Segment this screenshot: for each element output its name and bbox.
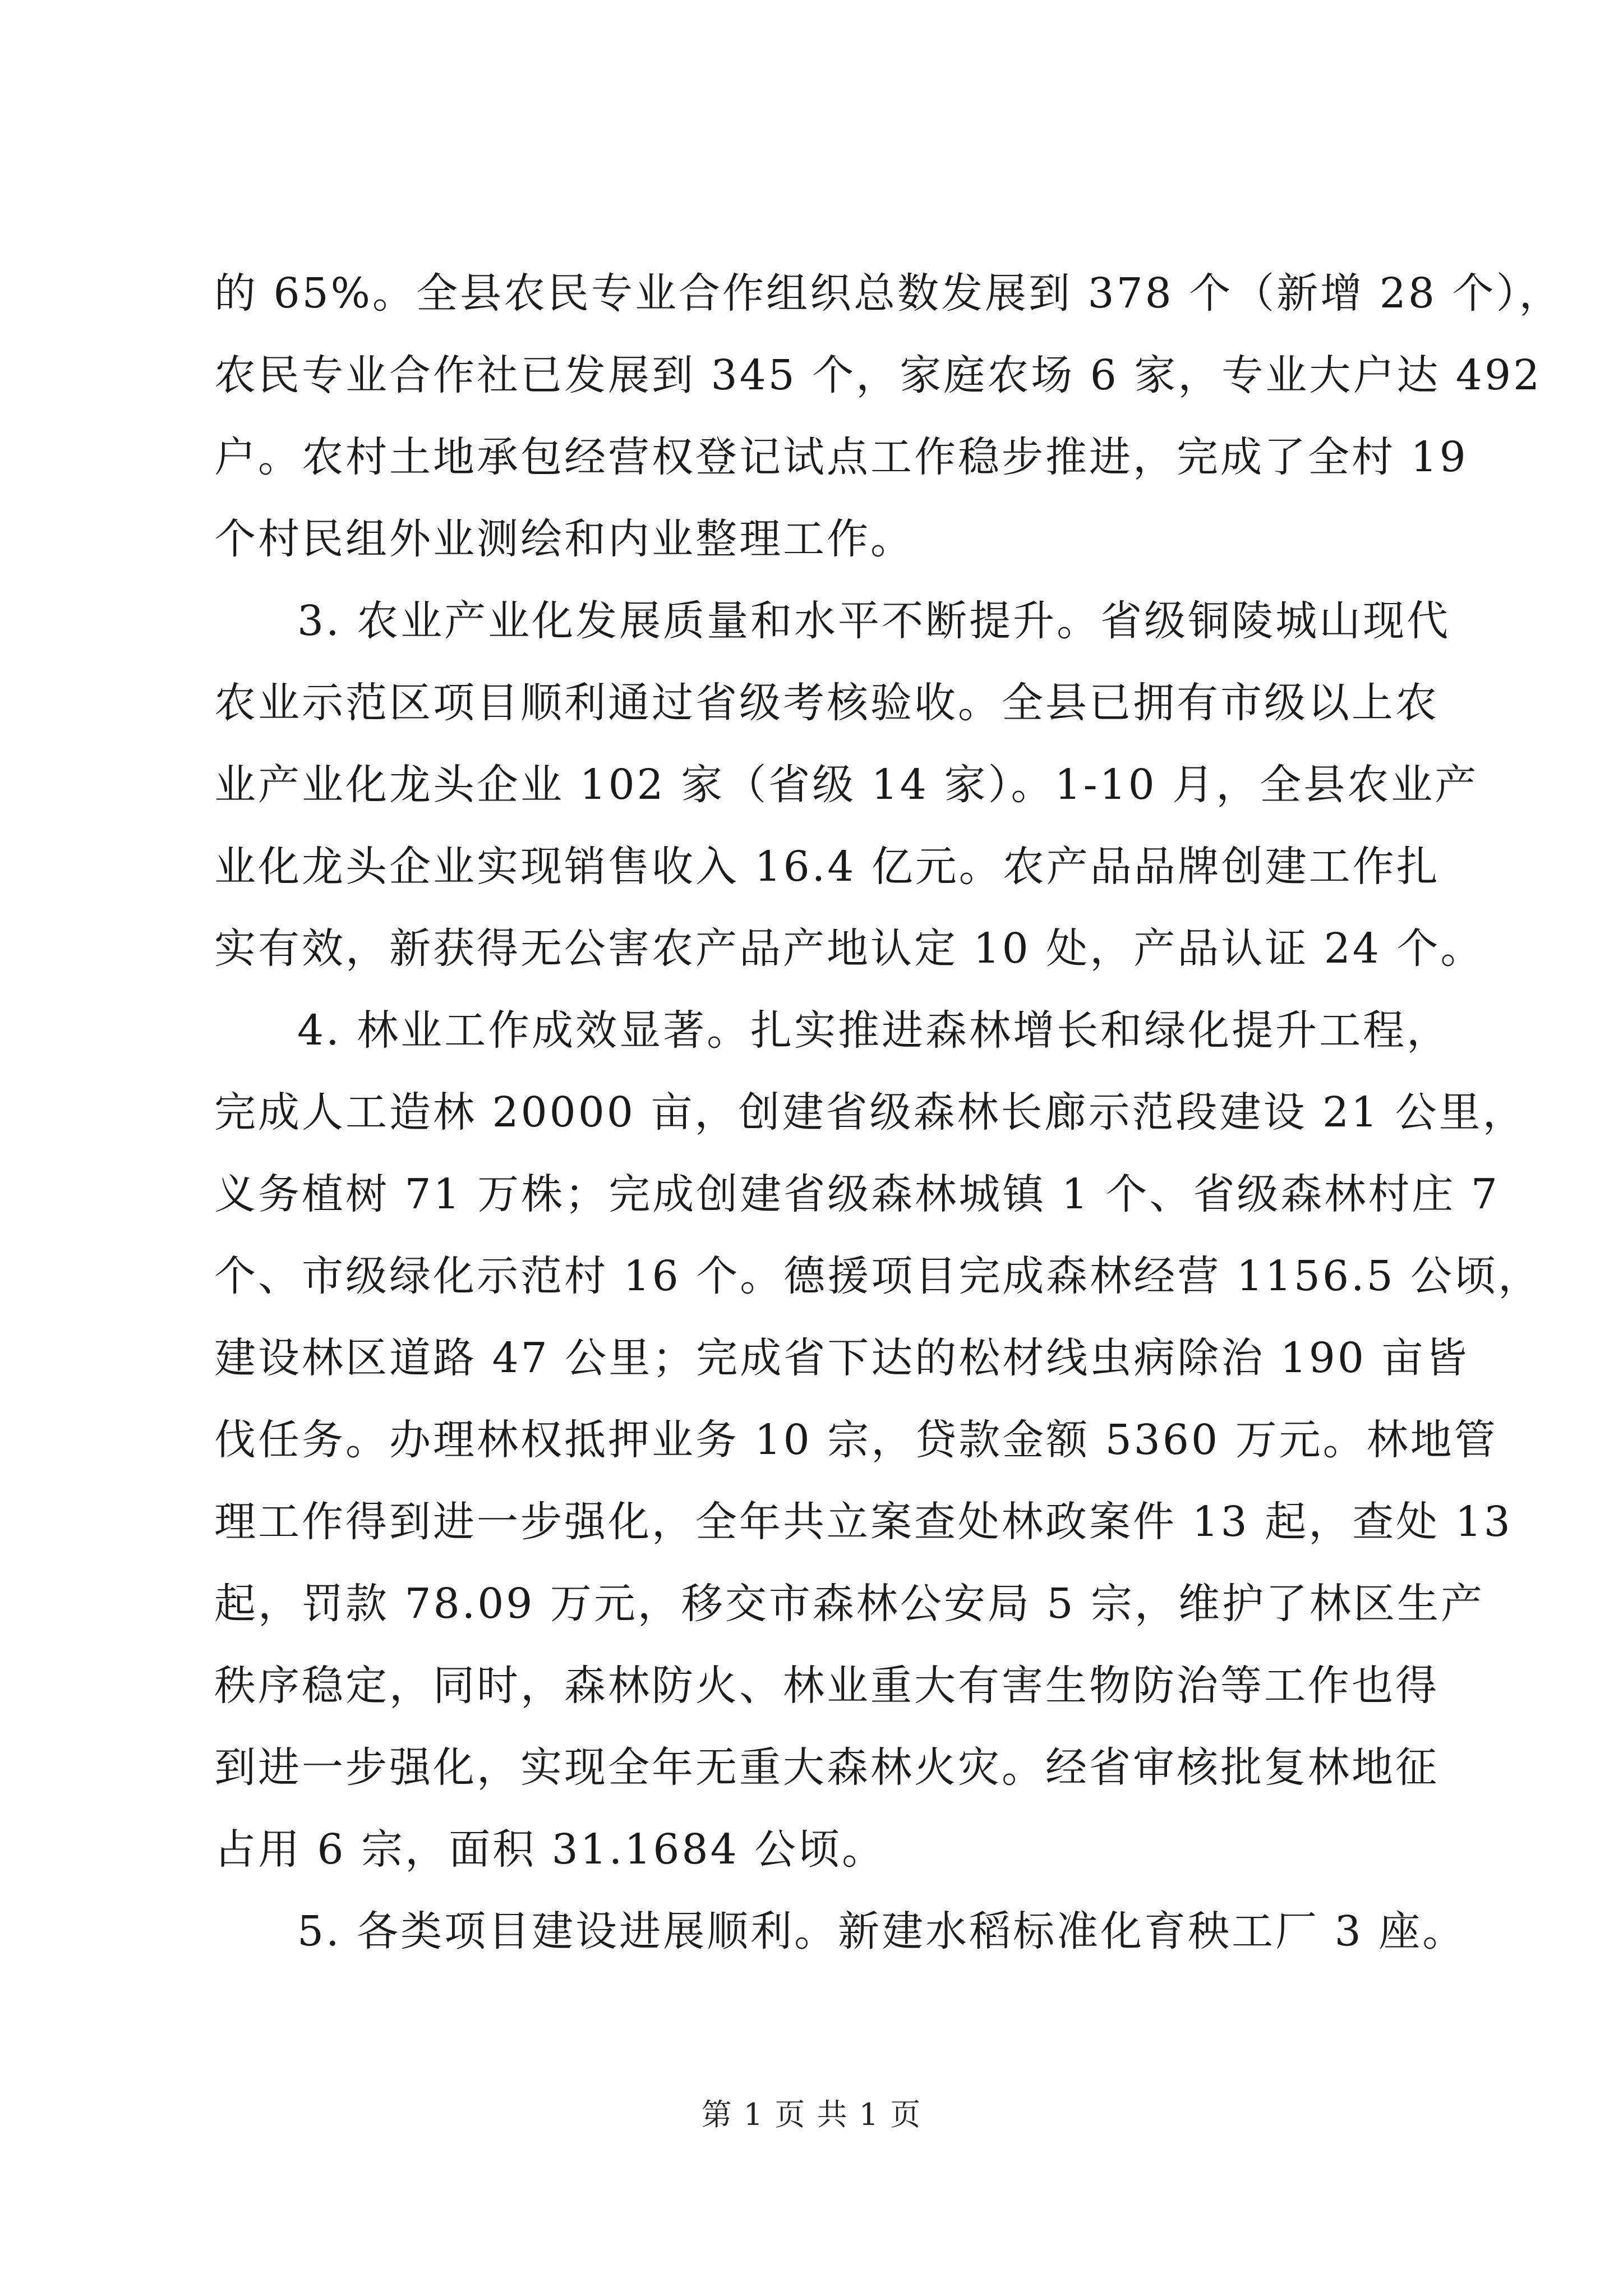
paragraph-line: 理工作得到进一步强化，全年共立案查处林政案件 13 起，查处 13 <box>214 1498 1513 1546</box>
paragraph-line: 义务植树 71 万株；完成创建省级森林城镇 1 个、省级森林村庄 7 <box>214 1170 1500 1218</box>
paragraph-line: 起，罚款 78.09 万元，移交市森林公安局 5 宗，维护了林区生产 <box>214 1580 1485 1628</box>
paragraph-line: 3. 农业产业化发展质量和水平不断提升。省级铜陵城山现代 <box>297 597 1451 645</box>
paragraph-line: 业产业化龙头企业 102 家（省级 14 家）。1-10 月，全县农业产 <box>214 761 1479 809</box>
paragraph-line: 伐任务。办理林权抵押业务 10 宗，贷款金额 5360 万元。林地管 <box>214 1416 1498 1464</box>
paragraph-line: 到进一步强化，实现全年无重大森林火灾。经省审核批复林地征 <box>214 1743 1439 1792</box>
paragraph-line: 占用 6 宗，面积 31.1684 公顷。 <box>214 1825 886 1874</box>
paragraph-line: 5. 各类项目建设进展顺利。新建水稻标准化育秧工厂 3 座。 <box>297 1907 1467 1955</box>
paragraph-line: 实有效，新获得无公害农产品产地认定 10 处，产品认证 24 个。 <box>214 924 1484 973</box>
document-body <box>214 252 1563 1972</box>
paragraph-line: 农业示范区项目顺利通过省级考核验收。全县已拥有市级以上农 <box>214 679 1439 727</box>
page-footer: 第 1 页 共 1 页 <box>701 2097 922 2132</box>
paragraph-line: 户。农村土地承包经营权登记试点工作稳步推进，完成了全村 19 <box>214 433 1468 481</box>
paragraph-line: 个、市级绿化示范村 16 个。德援项目完成森林经营 1156.5 公顷， <box>214 1252 1542 1300</box>
paragraph-line: 完成人工造林 20000 亩，创建省级森林长廊示范段建设 21 公里， <box>214 1088 1527 1137</box>
paragraph-line: 业化龙头企业实现销售收入 16.4 亿元。农产品品牌创建工作扎 <box>214 843 1440 891</box>
paragraph-line: 个村民组外业测绘和内业整理工作。 <box>214 515 914 563</box>
paragraph-line: 建设林区道路 47 公里；完成省下达的松材线虫病除治 190 亩皆 <box>214 1334 1469 1382</box>
paragraph-line: 秩序稳定，同时，森林防火、林业重大有害生物防治等工作也得 <box>214 1662 1439 1710</box>
paragraph-line: 的 65%。全县农民专业合作组织总数发展到 378 个（新增 28 个）， <box>214 269 1563 318</box>
paragraph-line: 4. 林业工作成效显著。扎实推进森林增长和绿化提升工程， <box>297 1006 1451 1055</box>
paragraph-line: 农民专业合作社已发展到 345 个，家庭农场 6 家，专业大户达 492 <box>214 351 1542 399</box>
